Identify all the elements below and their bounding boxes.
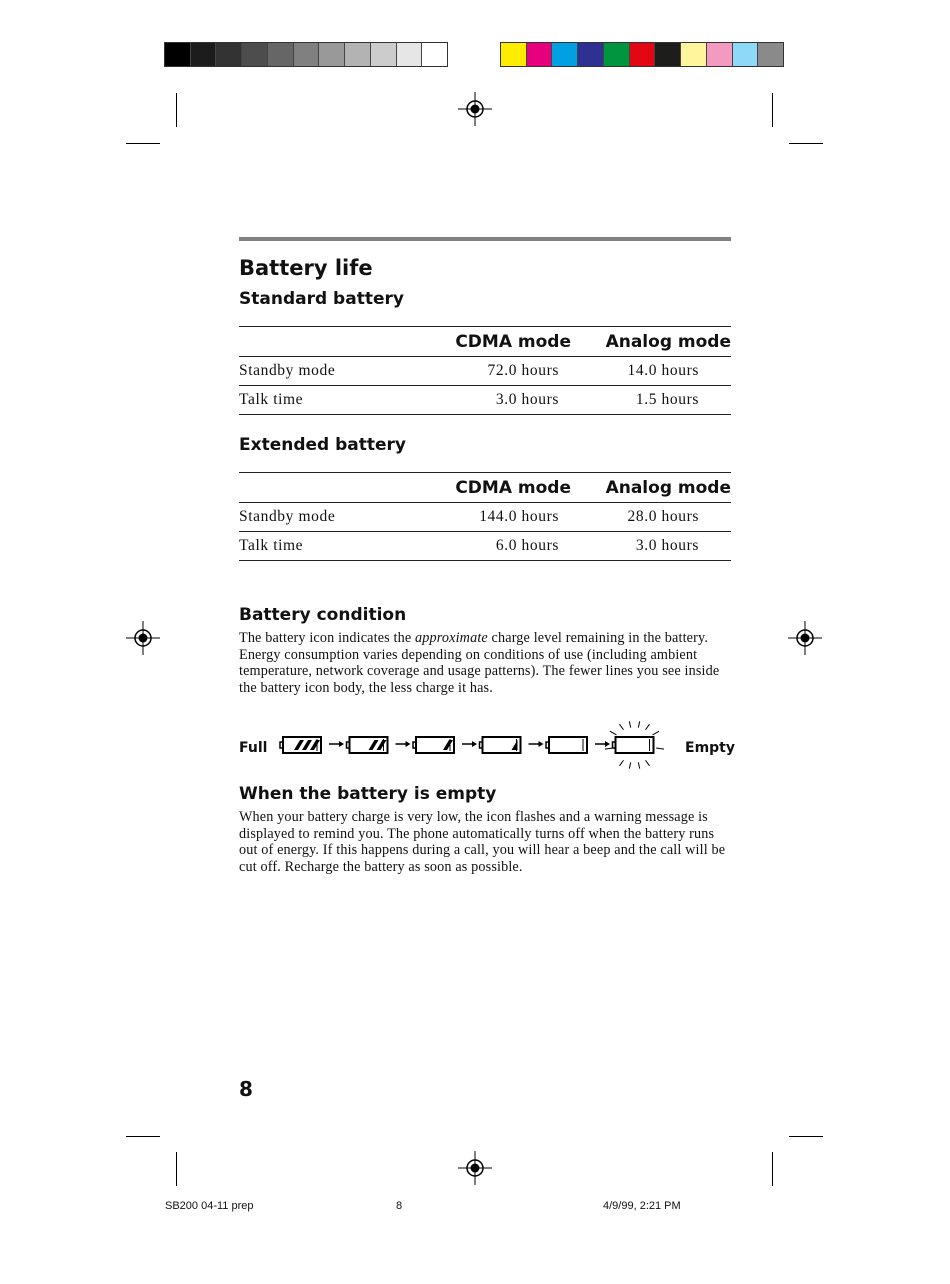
table-header-row: [239, 327, 731, 357]
analog-value: 3.0 hours: [635, 537, 699, 554]
trim-mark: [176, 1152, 177, 1186]
charge-bar: [294, 740, 304, 750]
row-label: Talk time: [239, 537, 304, 554]
table-row: [239, 503, 731, 532]
table-row: [239, 386, 731, 415]
cdma-value: 144.0 hours: [479, 508, 559, 525]
trim-mark: [126, 1136, 160, 1137]
column-header-cdma: CDMA mode: [455, 331, 571, 352]
column-header: [239, 327, 409, 357]
color-swatch: [655, 43, 681, 66]
flash-ray: [646, 760, 650, 766]
flash-ray: [629, 762, 630, 768]
standard-battery-heading: Standard battery: [239, 289, 404, 309]
flash-ray: [610, 731, 617, 735]
battery-condition-paragraph: [239, 630, 734, 696]
paragraph-text: charge level remaining in the battery. Energy consumption varies depending on conditions of use (including ambient temperature, network coverage and usage patterns). The fewer lines you see inside the battery icon body, the less charge it has.: [239, 630, 720, 696]
flash-ray: [638, 721, 639, 727]
registration-mark-right-icon: [788, 621, 822, 655]
color-swatch: [216, 43, 242, 66]
column-header-analog: Analog mode: [605, 331, 731, 352]
column-header-analog: Analog mode: [605, 477, 731, 498]
color-swatch: [319, 43, 345, 66]
color-swatch: [707, 43, 733, 66]
arrow-head-icon: [539, 741, 544, 747]
cdma-value: 6.0 hours: [495, 537, 559, 554]
charge-bar: [369, 740, 379, 750]
flash-ray: [620, 760, 624, 766]
flash-ray: [638, 762, 639, 768]
arrow-head-icon: [339, 741, 344, 747]
page-number: 8: [239, 1077, 253, 1101]
flash-ray: [656, 748, 664, 749]
color-swatch: [191, 43, 217, 66]
color-swatch: [268, 43, 294, 66]
trim-mark: [772, 93, 773, 127]
flash-ray: [629, 721, 630, 727]
analog-value: 1.5 hours: [635, 391, 699, 408]
color-swatch: [371, 43, 397, 66]
grayscale-color-bar: [164, 42, 448, 67]
table-header-row: [239, 473, 731, 503]
color-swatch: [630, 43, 656, 66]
color-swatch: [578, 43, 604, 66]
color-swatch: [552, 43, 578, 66]
cdma-value: 72.0 hours: [487, 362, 559, 379]
battery-icon: [480, 737, 521, 753]
cdma-value: 3.0 hours: [495, 391, 559, 408]
battery-icon: [280, 737, 321, 753]
battery-icon: [546, 737, 587, 753]
battery-life-title: Battery life: [239, 256, 373, 280]
column-header: [239, 473, 409, 503]
battery-icon: [347, 737, 388, 753]
color-swatch: [422, 43, 447, 66]
analog-value: 28.0 hours: [627, 508, 699, 525]
charge-bar: [443, 740, 453, 750]
row-label: Standby mode: [239, 362, 336, 379]
color-swatch: [294, 43, 320, 66]
registration-mark-top-icon: [458, 92, 492, 126]
table-row: [239, 532, 731, 561]
color-swatch: [733, 43, 759, 66]
charge-bar: [310, 740, 320, 750]
battery-icon: [413, 737, 454, 753]
section-top-rule: [239, 237, 731, 241]
flash-ray: [646, 724, 650, 730]
full-label: Full: [239, 740, 268, 756]
registration-mark-bottom-icon: [458, 1151, 492, 1185]
process-color-bar: [500, 42, 784, 67]
color-swatch: [758, 43, 783, 66]
registration-mark-left-icon: [126, 621, 160, 655]
trim-mark: [176, 93, 177, 127]
battery-condition-heading: Battery condition: [239, 605, 407, 625]
footer-page: 8: [396, 1200, 403, 1212]
color-swatch: [681, 43, 707, 66]
flash-ray: [620, 724, 624, 730]
arrow-head-icon: [406, 741, 411, 747]
empty-label: Empty: [685, 740, 735, 756]
color-swatch: [397, 43, 423, 66]
extended-battery-heading: Extended battery: [239, 435, 407, 455]
battery-icon: [613, 737, 654, 753]
flash-ray: [605, 748, 613, 749]
arrow-head-icon: [605, 741, 610, 747]
battery-level-diagram: [276, 716, 681, 774]
standard-battery-table: [239, 326, 731, 415]
row-label: Talk time: [239, 391, 304, 408]
color-swatch: [501, 43, 527, 66]
trim-mark: [126, 143, 160, 144]
charge-bar: [377, 740, 387, 750]
paragraph-text: The battery icon indicates the: [239, 630, 416, 646]
table-row: [239, 357, 731, 386]
charge-bar: [302, 740, 312, 750]
trim-mark: [772, 1152, 773, 1186]
trim-mark: [789, 1136, 823, 1137]
footer-file-name: SB200 04-11 prep: [165, 1200, 254, 1212]
footer-date: 4/9/99, 2:21 PM: [603, 1200, 681, 1212]
color-swatch: [165, 43, 191, 66]
arrow-head-icon: [472, 741, 477, 747]
analog-value: 14.0 hours: [627, 362, 699, 379]
color-swatch: [604, 43, 630, 66]
color-swatch: [527, 43, 553, 66]
battery-empty-heading: When the battery is empty: [239, 784, 497, 804]
row-label: Standby mode: [239, 508, 336, 525]
battery-empty-paragraph: When your battery charge is very low, the icon flashes and a warning message is displayed to remind you. The phone automatically turns off when the battery runs out of energy. If this happens during a call, you will hear a beep and the call will be cut off. Recharge the battery as soon as possible.: [239, 809, 726, 875]
color-swatch: [242, 43, 268, 66]
column-header-cdma: CDMA mode: [455, 477, 571, 498]
extended-battery-table: [239, 472, 731, 561]
color-swatch: [345, 43, 371, 66]
flash-ray: [653, 731, 660, 735]
emphasis-text: approximate: [415, 630, 488, 646]
trim-mark: [789, 143, 823, 144]
